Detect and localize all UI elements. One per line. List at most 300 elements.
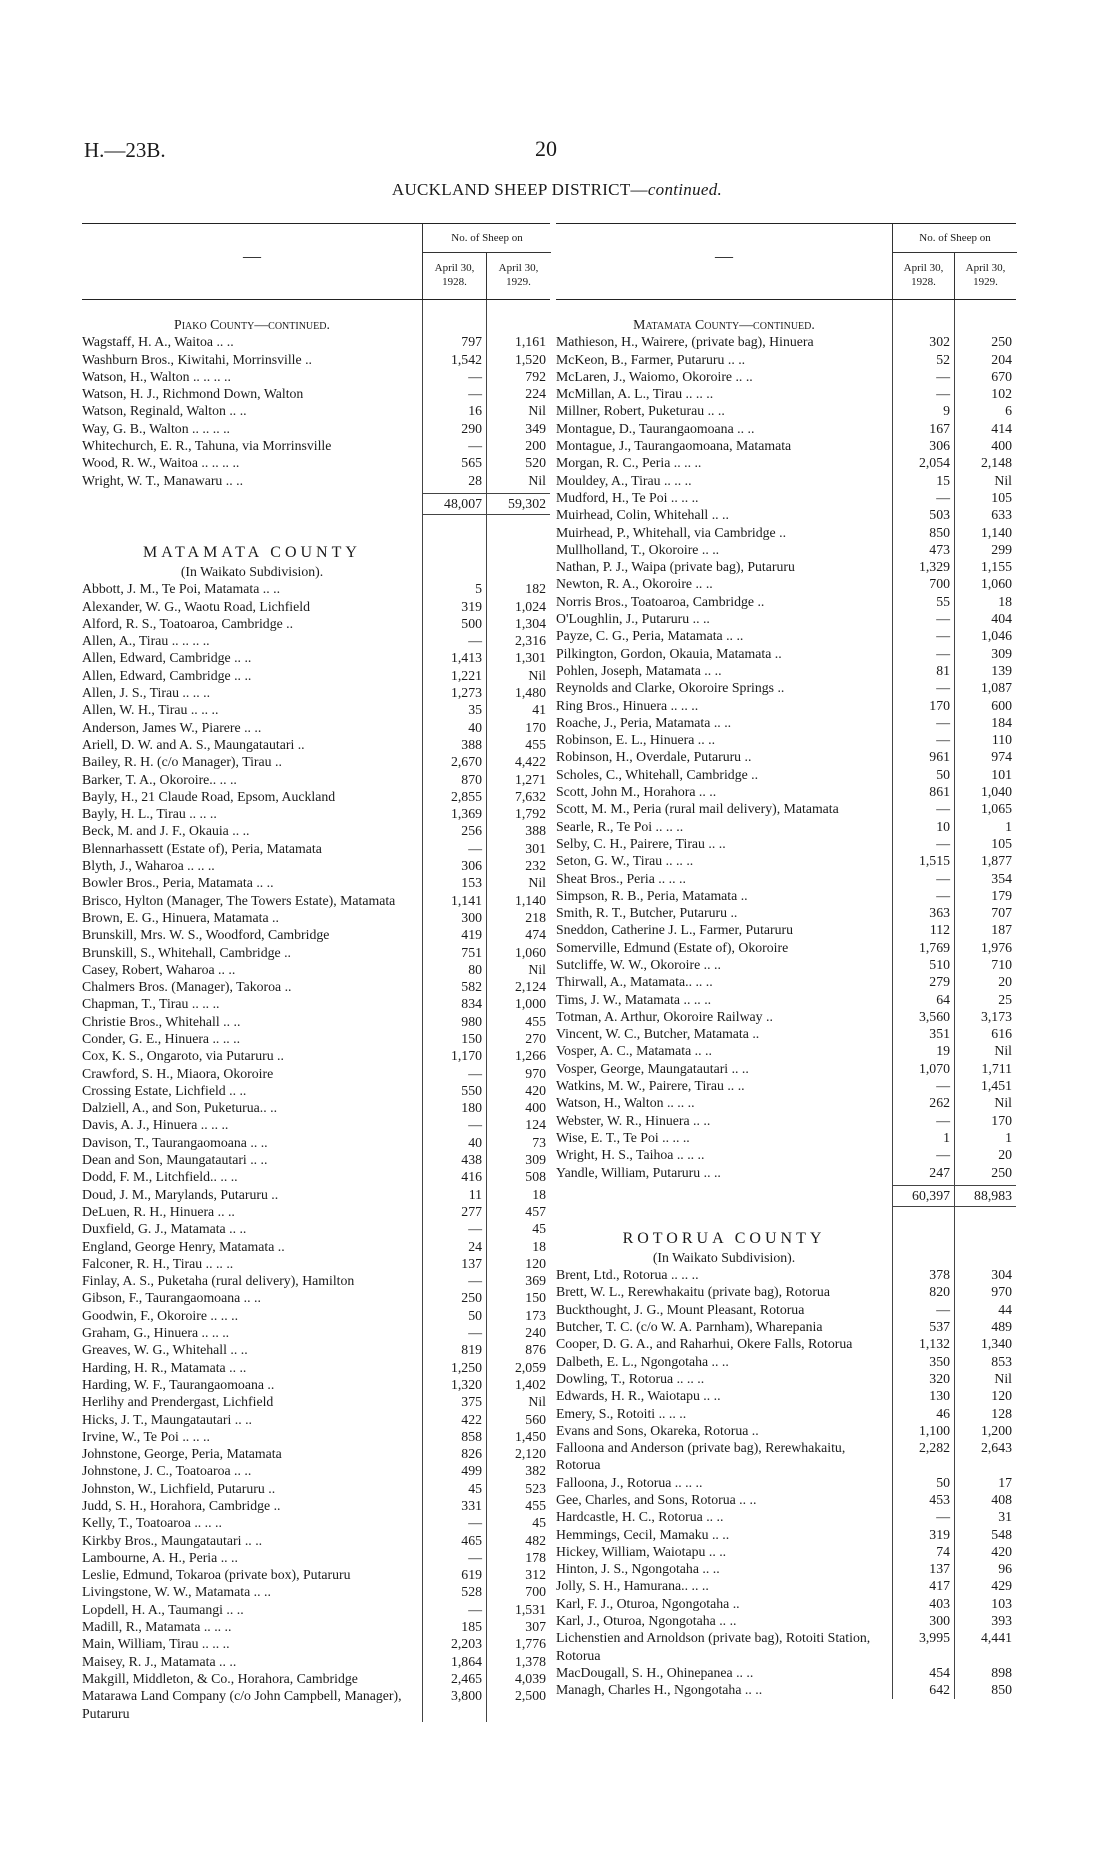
owner-name: Herlihy and Prendergast, Lichfield xyxy=(82,1394,274,1410)
table-row xyxy=(556,1146,1016,1163)
table-row xyxy=(82,351,550,368)
sheep-1928: 378 xyxy=(929,1267,950,1283)
sheep-1929: 1,451 xyxy=(980,1078,1012,1094)
owner-name: Buckthought, J. G., Mount Pleasant, Rotorua xyxy=(556,1301,805,1317)
sheep-1928: 15 xyxy=(936,472,950,488)
owner-name: Scott, M. M., Peria (rural mail delivery), Matamata xyxy=(556,801,839,817)
sheep-1929: 1,140 xyxy=(514,892,546,908)
header-group-label: No. of Sheep on xyxy=(422,224,551,253)
table-row xyxy=(556,1301,1016,1318)
sheep-1928: 619 xyxy=(461,1567,482,1583)
sheep-1928: 1,221 xyxy=(450,667,482,683)
sheep-1928: 850 xyxy=(929,524,950,540)
sheep-1928: — xyxy=(936,611,950,627)
owner-name: Yandle, William, Putaruru .. .. xyxy=(556,1164,721,1180)
owner-name: England, George Henry, Matamata .. xyxy=(82,1238,285,1254)
owner-name: Falloona, J., Rotorua .. .. .. xyxy=(556,1474,703,1490)
owner-name: Watkins, M. W., Pairere, Tirau .. .. xyxy=(556,1078,745,1094)
owner-name: Irvine, W., Te Poi .. .. .. xyxy=(82,1428,210,1444)
sheep-1929: 404 xyxy=(991,611,1012,627)
owner-name: Matarawa Land Company (c/o John Campbell, Manager), Putaruru xyxy=(82,1688,402,1721)
owner-name: Wise, E. T., Te Poi .. .. .. xyxy=(556,1129,690,1145)
owner-name: Allen, J. S., Tirau .. .. .. xyxy=(82,685,211,701)
sheep-1929: 4,441 xyxy=(980,1630,1012,1646)
total-1929: 59,302 xyxy=(508,495,546,511)
sheep-1928: — xyxy=(468,1601,482,1617)
table-row xyxy=(82,1324,550,1341)
table-row xyxy=(82,978,550,995)
section-heading-matamata-cont: Matamata County—continued. xyxy=(633,317,815,332)
sheep-1928: 980 xyxy=(461,1013,482,1029)
table-row xyxy=(82,615,550,632)
sheep-1928: — xyxy=(936,1112,950,1128)
owner-name: Wood, R. W., Waitoa .. .. .. .. xyxy=(82,455,240,471)
owner-name: O'Loughlin, J., Putaruru .. .. xyxy=(556,611,710,627)
owner-name: Gibson, F., Taurangaomoana .. .. xyxy=(82,1290,261,1306)
sheep-1929: 349 xyxy=(525,420,546,436)
sheep-1929: 1,520 xyxy=(514,351,546,367)
sheep-1929: 128 xyxy=(991,1405,1012,1421)
sheep-1929: 1,402 xyxy=(514,1376,546,1392)
sheep-1928: 3,560 xyxy=(918,1008,950,1024)
sheep-1928: 1,329 xyxy=(918,559,950,575)
table-row xyxy=(82,1116,550,1133)
table-row xyxy=(556,662,1016,679)
owner-name: Reynolds and Clarke, Okoroire Springs .. xyxy=(556,680,785,696)
table-row xyxy=(556,1283,1016,1300)
sheep-1929: 187 xyxy=(991,922,1012,938)
sheep-1929: 1,378 xyxy=(514,1653,546,1669)
owner-name: Casey, Robert, Waharoa .. .. xyxy=(82,961,236,977)
owner-name: Muirhead, P., Whitehall, via Cambridge .. xyxy=(556,524,787,540)
sheep-1928: 16 xyxy=(468,403,482,419)
sheep-1928: 1,100 xyxy=(918,1422,950,1438)
owner-name: Cox, K. S., Ongaroto, via Putaruru .. xyxy=(82,1048,284,1064)
sheep-1928: 9 xyxy=(943,403,950,419)
sheep-1929: 853 xyxy=(991,1353,1012,1369)
sheep-1928: 454 xyxy=(929,1664,950,1680)
owner-name: Hickey, William, Waiotapu .. .. xyxy=(556,1543,727,1559)
sheep-1929: 420 xyxy=(525,1082,546,1098)
sheep-1928: 150 xyxy=(461,1030,482,1046)
table-row xyxy=(556,1439,1016,1474)
sheep-1929: 560 xyxy=(525,1411,546,1427)
sheep-1929: 45 xyxy=(532,1221,546,1237)
sheep-1928: 50 xyxy=(936,766,950,782)
table-row xyxy=(82,909,550,926)
sheep-1928: 46 xyxy=(936,1405,950,1421)
sheep-1929: 508 xyxy=(525,1169,546,1185)
owner-name: Finlay, A. S., Puketaha (rural delivery), Hamilton xyxy=(82,1273,355,1289)
table-row xyxy=(82,1445,550,1462)
sheep-1929: 489 xyxy=(991,1319,1012,1335)
table-row xyxy=(556,973,1016,990)
sheep-1929: 299 xyxy=(991,541,1012,557)
owner-name: Washburn Bros., Kiwitahi, Morrinsville .. xyxy=(82,351,312,367)
sheep-1929: 420 xyxy=(991,1543,1012,1559)
owner-name: Gee, Charles, and Sons, Rotorua .. .. xyxy=(556,1492,757,1507)
table-row xyxy=(82,1134,550,1151)
table-row xyxy=(556,887,1016,904)
sheep-1929: 354 xyxy=(991,870,1012,886)
table-row xyxy=(556,1577,1016,1594)
sheep-1928: 24 xyxy=(468,1238,482,1254)
sheep-1928: 826 xyxy=(461,1446,482,1462)
sheep-1929: 41 xyxy=(532,702,546,718)
sheep-1928: 170 xyxy=(929,697,950,713)
sheep-1928: — xyxy=(468,1515,482,1531)
sheep-1929: Nil xyxy=(994,1095,1012,1111)
table-row xyxy=(556,1474,1016,1491)
table-row xyxy=(82,420,550,437)
sheep-1929: Nil xyxy=(528,1394,546,1410)
sheep-1929: 110 xyxy=(991,732,1012,748)
table-row xyxy=(82,1030,550,1047)
table-row xyxy=(82,1099,550,1116)
owner-name: Blyth, J., Waharoa .. .. .. xyxy=(82,858,215,874)
table-row xyxy=(82,1393,550,1410)
owner-name: Hinton, J. S., Ngongotaha .. .. xyxy=(556,1561,720,1577)
table-row xyxy=(82,402,550,419)
owner-name: Montague, D., Taurangaomoana .. .. xyxy=(556,420,755,436)
owner-name: Main, William, Tirau .. .. .. xyxy=(82,1636,230,1652)
table-row xyxy=(82,1618,550,1635)
sheep-1929: 710 xyxy=(991,956,1012,972)
sheep-1929: 408 xyxy=(991,1492,1012,1507)
sheep-1929: 792 xyxy=(525,368,546,384)
sheep-1928: 10 xyxy=(936,818,950,834)
sheep-1928: 290 xyxy=(461,420,482,436)
sheep-1928: 1,320 xyxy=(450,1376,482,1392)
sheep-1928: — xyxy=(468,1117,482,1133)
table-row xyxy=(82,1220,550,1237)
sheep-1929: 1,140 xyxy=(980,524,1012,540)
sheep-1928: 130 xyxy=(929,1388,950,1404)
owner-name: Falconer, R. H., Tirau .. .. .. xyxy=(82,1255,234,1271)
sheep-1929: 101 xyxy=(991,766,1012,782)
owner-name: Montague, J., Taurangaomoana, Matamata xyxy=(556,438,792,454)
owner-name: Johnstone, J. C., Toatoaroa .. .. xyxy=(82,1463,252,1479)
owner-name: Smith, R. T., Butcher, Putaruru .. xyxy=(556,905,738,921)
owner-name: Dalbeth, E. L., Ngongotaha .. .. xyxy=(556,1353,729,1369)
sheep-1929: 400 xyxy=(991,438,1012,454)
sheep-1928: 870 xyxy=(461,771,482,787)
sheep-1928: — xyxy=(468,438,482,454)
sheep-1928: 642 xyxy=(929,1682,950,1698)
sheep-1928: 153 xyxy=(461,875,482,891)
sheep-1929: 18 xyxy=(532,1238,546,1254)
table-row xyxy=(556,1526,1016,1543)
sheep-1929: 4,039 xyxy=(514,1670,546,1686)
sheep-1929: 548 xyxy=(991,1526,1012,1542)
sheep-1929: 1,480 xyxy=(514,685,546,701)
sheep-1928: 861 xyxy=(929,784,950,800)
sheep-1929: 184 xyxy=(991,714,1012,730)
owner-name: Sheat Bros., Peria .. .. .. xyxy=(556,870,686,886)
sheep-1929: 103 xyxy=(991,1595,1012,1611)
owner-name: Hicks, J. T., Maungatautari .. .. xyxy=(82,1411,253,1427)
sheep-1929: 124 xyxy=(525,1117,546,1133)
total-1928: 60,397 xyxy=(912,1187,950,1203)
table-row xyxy=(82,1566,550,1583)
table-row xyxy=(556,679,1016,696)
sheep-1928: 300 xyxy=(929,1613,950,1629)
table-row xyxy=(556,402,1016,419)
owner-name: Karl, J., Oturoa, Ngongotaha .. .. xyxy=(556,1613,737,1629)
sheep-1929: 970 xyxy=(991,1284,1012,1300)
table-row xyxy=(82,1514,550,1531)
sheep-1929: 312 xyxy=(525,1567,546,1583)
table-row xyxy=(82,1238,550,1255)
table-row xyxy=(556,939,1016,956)
owner-name: Sutcliffe, W. W., Okoroire .. .. xyxy=(556,956,721,972)
owner-name: Newton, R. A., Okoroire .. .. xyxy=(556,576,713,592)
sheep-1928: 262 xyxy=(929,1095,950,1111)
table-row xyxy=(556,1266,1016,1283)
sheep-1928: 453 xyxy=(929,1492,950,1507)
table-row xyxy=(556,385,1016,402)
header-col-1928: April 30, 1928. xyxy=(422,253,486,299)
sheep-1928: — xyxy=(936,1078,950,1094)
owner-name: Abbott, J. M., Te Poi, Matamata .. .. xyxy=(82,581,281,597)
table-row xyxy=(82,874,550,891)
sheep-1928: — xyxy=(936,870,950,886)
sheep-1928: 2,465 xyxy=(450,1670,482,1686)
owner-name: Doud, J. M., Marylands, Putaruru .. xyxy=(82,1186,279,1202)
owner-name: Pohlen, Joseph, Matamata .. .. xyxy=(556,662,722,678)
owner-name: Harding, H. R., Matamata .. .. xyxy=(82,1359,247,1375)
sheep-1929: 2,120 xyxy=(514,1446,546,1462)
table-row xyxy=(556,333,1016,350)
sheep-1928: 510 xyxy=(929,956,950,972)
section-heading-matamata: MATAMATA COUNTY xyxy=(143,543,361,561)
table-row xyxy=(556,524,1016,541)
sheep-1928: 363 xyxy=(929,905,950,921)
table-row xyxy=(556,1422,1016,1439)
sheep-1929: 179 xyxy=(991,887,1012,903)
owner-name: Brett, W. L., Rerewhakaitu (private bag), Rotorua xyxy=(556,1284,830,1300)
table-row xyxy=(82,1411,550,1428)
owner-name: Bailey, R. H. (c/o Manager), Tirau .. xyxy=(82,754,282,770)
sheep-1929: 200 xyxy=(525,438,546,454)
owner-name: Bowler Bros., Peria, Matamata .. .. xyxy=(82,875,274,891)
sheep-1929: 178 xyxy=(525,1549,546,1565)
owner-name: Lopdell, H. A., Taumangi .. .. xyxy=(82,1601,244,1617)
sheep-1929: 309 xyxy=(525,1152,546,1168)
owner-name: Dalziell, A., and Son, Puketurua.. .. xyxy=(82,1100,278,1116)
table-row xyxy=(556,1077,1016,1094)
table-row xyxy=(82,771,550,788)
sheep-1929: 139 xyxy=(991,662,1012,678)
sheep-1928: 350 xyxy=(929,1353,950,1369)
owner-name: Lambourne, A. H., Peria .. .. xyxy=(82,1549,238,1565)
sheep-1928: 819 xyxy=(461,1342,482,1358)
sheep-1928: 700 xyxy=(929,576,950,592)
table-row xyxy=(556,748,1016,765)
sheep-1928: — xyxy=(468,1065,482,1081)
table-row xyxy=(82,892,550,909)
sheep-1928: 417 xyxy=(929,1578,950,1594)
table-row xyxy=(82,368,550,385)
page-number: 20 xyxy=(535,136,557,161)
sheep-1929: 369 xyxy=(525,1273,546,1289)
sheep-1928: — xyxy=(468,386,482,402)
sheep-1929: 309 xyxy=(991,645,1012,661)
table-row xyxy=(82,1583,550,1600)
owner-name: Beck, M. and J. F., Okauia .. .. xyxy=(82,823,250,839)
sheep-1929: 382 xyxy=(525,1463,546,1479)
sheep-1928: 250 xyxy=(461,1290,482,1306)
owner-name: Davis, A. J., Hinuera .. .. .. xyxy=(82,1117,229,1133)
sheep-1928: 582 xyxy=(461,979,482,995)
owner-name: Somerville, Edmund (Estate of), Okoroire xyxy=(556,939,789,955)
table-row xyxy=(82,822,550,839)
sheep-1928: 180 xyxy=(461,1100,482,1116)
sheep-1928: 2,203 xyxy=(450,1636,482,1652)
sheep-1928: — xyxy=(468,1221,482,1237)
sheep-1928: — xyxy=(468,840,482,856)
sheep-1928: 45 xyxy=(468,1480,482,1496)
table-row xyxy=(556,731,1016,748)
sheep-1929: 616 xyxy=(991,1026,1012,1042)
table-row xyxy=(82,437,550,454)
sheep-1929: 633 xyxy=(991,507,1012,523)
sheep-1929: 1,792 xyxy=(514,806,546,822)
sheep-1928: 1,542 xyxy=(450,351,482,367)
sheep-1928: 2,855 xyxy=(450,788,482,804)
sheep-1928: 3,800 xyxy=(450,1688,482,1704)
owner-name: Duxfield, G. J., Matamata .. .. xyxy=(82,1221,247,1237)
sheep-1929: 3,173 xyxy=(980,1008,1012,1024)
sheep-1928: — xyxy=(936,628,950,644)
sheep-1928: 302 xyxy=(929,334,950,350)
owner-name: Karl, F. J., Oturoa, Ngongotaha .. xyxy=(556,1595,740,1611)
sheep-1928: 1,170 xyxy=(450,1048,482,1064)
table-row xyxy=(556,420,1016,437)
sheep-1929: 240 xyxy=(525,1325,546,1341)
owner-name: Bayly, H. L., Tirau .. .. .. xyxy=(82,806,217,822)
sheep-1929: 482 xyxy=(525,1532,546,1548)
table-row xyxy=(82,649,550,666)
sheep-1928: 256 xyxy=(461,823,482,839)
sheep-1928: — xyxy=(936,714,950,730)
sheep-1929: 250 xyxy=(991,334,1012,350)
sheep-1929: 1,301 xyxy=(514,650,546,666)
table-row xyxy=(82,1428,550,1445)
sheep-1928: 465 xyxy=(461,1532,482,1548)
table-row xyxy=(556,852,1016,869)
table-row xyxy=(556,766,1016,783)
sheep-1929: 1,087 xyxy=(980,680,1012,696)
owner-name: Managh, Charles H., Ngongotaha .. .. xyxy=(556,1682,763,1698)
section-heading-piako: Piako County—continued. xyxy=(174,317,330,332)
table-row xyxy=(556,472,1016,489)
table-row xyxy=(82,1013,550,1030)
sheep-1929: 44 xyxy=(998,1301,1012,1317)
sheep-1928: — xyxy=(936,801,950,817)
table-row xyxy=(556,818,1016,835)
table-row xyxy=(556,1025,1016,1042)
owner-name: Dean and Son, Maungatautari .. .. xyxy=(82,1152,268,1168)
sheep-1928: 388 xyxy=(461,736,482,752)
table-row xyxy=(82,472,550,489)
table-row xyxy=(82,788,550,805)
sheep-1929: 1,776 xyxy=(514,1636,546,1652)
sheep-1929: 523 xyxy=(525,1480,546,1496)
owner-name: Allen, A., Tirau .. .. .. .. xyxy=(82,633,210,649)
sheep-1929: 105 xyxy=(991,835,1012,851)
owner-name: Alford, R. S., Toatoaroa, Cambridge .. xyxy=(82,615,294,631)
owner-name: Crossing Estate, Lichfield .. .. xyxy=(82,1082,247,1098)
table-row xyxy=(556,437,1016,454)
sheep-1928: — xyxy=(936,887,950,903)
sheep-1929: 457 xyxy=(525,1203,546,1219)
table-row xyxy=(556,697,1016,714)
table-row xyxy=(82,1497,550,1514)
table-row xyxy=(556,1543,1016,1560)
sheep-1928: — xyxy=(936,1147,950,1163)
table-row xyxy=(556,1491,1016,1508)
table-row xyxy=(82,632,550,649)
sheep-1929: 7,632 xyxy=(514,788,546,804)
owner-name: Harding, W. F., Taurangaomoana .. xyxy=(82,1376,275,1392)
table-row xyxy=(82,753,550,770)
sheep-1929: 1,271 xyxy=(514,771,546,787)
table-header-right xyxy=(556,223,1016,300)
sheep-1929: 388 xyxy=(525,823,546,839)
owner-name: Falloona and Anderson (private bag), Rerewhakaitu, Rotorua xyxy=(556,1440,846,1473)
sheep-1928: 11 xyxy=(468,1186,482,1202)
owner-name: Roache, J., Peria, Matamata .. .. xyxy=(556,714,732,730)
sheep-1928: — xyxy=(468,633,482,649)
sheep-1929: 1,877 xyxy=(980,853,1012,869)
table-row xyxy=(556,991,1016,1008)
sheep-1929: 2,059 xyxy=(514,1359,546,1375)
table-row xyxy=(556,593,1016,610)
sheep-1929: Nil xyxy=(528,961,546,977)
sheep-1928: 500 xyxy=(461,615,482,631)
sheep-1928: 528 xyxy=(461,1584,482,1600)
sheep-1928: 55 xyxy=(936,593,950,609)
owner-name: Payze, C. G., Peria, Matamata .. .. xyxy=(556,628,744,644)
sheep-1928: 112 xyxy=(929,922,950,938)
sheep-1928: 2,670 xyxy=(450,754,482,770)
table-row xyxy=(82,598,550,615)
owner-name: Brisco, Hylton (Manager, The Towers Estate), Matamata xyxy=(82,892,396,908)
table-row xyxy=(82,961,550,978)
sheep-1928: 403 xyxy=(929,1595,950,1611)
table-row xyxy=(82,1272,550,1289)
sheep-1929: 18 xyxy=(998,593,1012,609)
sheep-1928: 28 xyxy=(468,472,482,488)
sheep-1928: 81 xyxy=(936,662,950,678)
sheep-1928: 40 xyxy=(468,719,482,735)
sheep-1928: 320 xyxy=(929,1370,950,1386)
sheep-1928: — xyxy=(468,368,482,384)
owner-name: Alexander, W. G., Waotu Road, Lichfield xyxy=(82,598,310,614)
owner-name: Greaves, W. G., Whitehall .. .. xyxy=(82,1342,248,1358)
owner-name: Davison, T., Taurangaomoana .. .. xyxy=(82,1134,268,1150)
owner-name: Emery, S., Rotoiti .. .. .. xyxy=(556,1405,687,1421)
sheep-1929: Nil xyxy=(528,667,546,683)
table-row xyxy=(556,870,1016,887)
owner-name: Way, G. B., Walton .. .. .. .. xyxy=(82,420,230,436)
table-row xyxy=(82,1549,550,1566)
sheep-1929: 173 xyxy=(525,1307,546,1323)
table-row xyxy=(82,1047,550,1064)
sheep-1928: 2,282 xyxy=(918,1440,950,1456)
table-row xyxy=(556,1129,1016,1146)
